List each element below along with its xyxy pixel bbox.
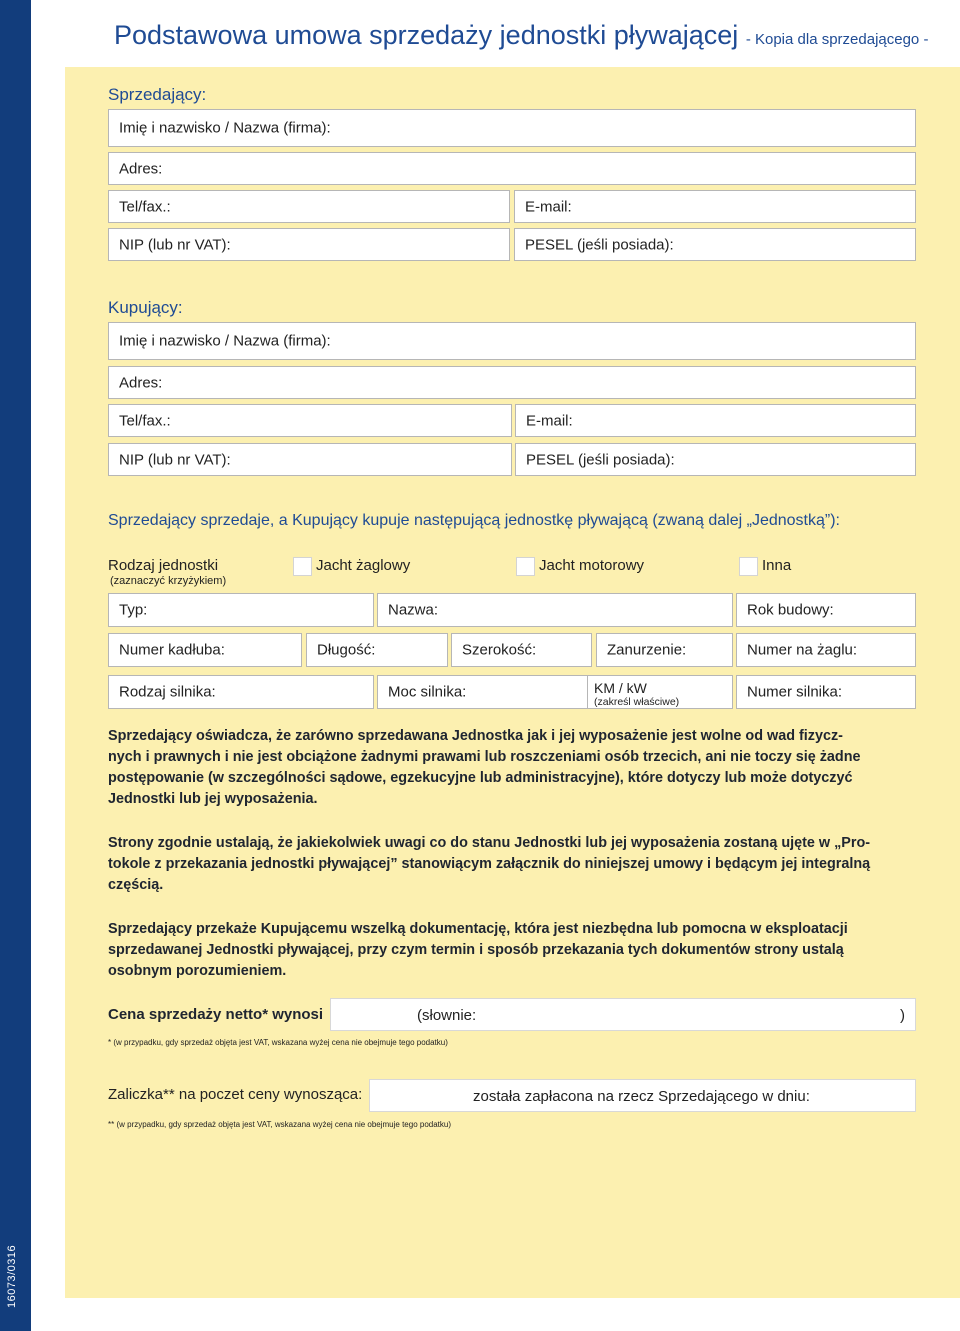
engine-power-label: Moc silnika: — [388, 683, 467, 701]
seller-pesel-label: PESEL (jeśli posiada): — [525, 236, 674, 253]
clause-line: Strony zgodnie ustalają, że jakiekolwiek uwagi co do stanu Jednostki lub jej wyposażenia zostaną ujęte w „Pro- — [108, 835, 871, 851]
deposit-paid-label: została zapłacona na rzecz Sprzedającego w dniu: — [473, 1088, 810, 1105]
clause-protocol — [108, 833, 908, 896]
buyer-email-label: E-mail: — [526, 412, 573, 429]
length-field[interactable] — [306, 633, 448, 667]
vessel-intro: Sprzedający sprzedaje, a Kupujący kupuje następującą jednostkę pływającą (zwaną dalej „Jednostką”): — [108, 512, 840, 529]
buyer-phone-label: Tel/fax.: — [119, 412, 171, 429]
engine-number-label: Numer silnika: — [747, 683, 843, 701]
buyer-address-field[interactable] — [108, 366, 916, 399]
price-footnote: * (w przypadku, gdy sprzedaż objęta jest VAT, wskazana wyżej cena nie obejmuje tego podatku) — [108, 1038, 448, 1047]
engine-number-field[interactable] — [736, 675, 916, 709]
deposit-footnote: ** (w przypadku, gdy sprzedaż objęta jest VAT, wskazana wyżej cena nie obejmuje tego podatku) — [108, 1120, 451, 1129]
seller-nip-field[interactable] — [108, 228, 510, 261]
left-brand-bar — [0, 0, 31, 1331]
seller-name-field[interactable] — [108, 109, 916, 147]
clause-line: postępowanie (w szczególności sądowe, egzekucyjne lub administracyjne), które dotyczy lub może dotyczyć — [108, 770, 853, 786]
width-label: Szerokość: — [462, 641, 537, 659]
other-vessel-checkbox[interactable] — [739, 557, 758, 576]
clause-warranty — [108, 726, 908, 810]
buyer-email-field[interactable] — [515, 404, 916, 437]
deposit-field[interactable] — [369, 1079, 916, 1112]
power-unit-label: KM / kW — [594, 680, 647, 696]
draft-label: Zanurzenie: — [607, 641, 687, 659]
clause-line: Sprzedający oświadcza, że zarówno sprzedawana Jednostka jak i jej wyposażenie jest wolne od wad fizycz- — [108, 728, 843, 744]
sail-yacht-checkbox[interactable] — [293, 557, 312, 576]
clause-line: nych i prawnych i nie jest obciążone żadnymi prawami lub roszczeniami osób trzecich, ani nie toczy się żadne — [108, 749, 861, 765]
seller-address-field[interactable] — [108, 152, 916, 185]
form-code — [4, 1238, 18, 1308]
page-title — [114, 20, 928, 51]
vessel-typ-field[interactable] — [108, 593, 374, 627]
hull-number-field[interactable] — [108, 633, 302, 667]
price-close-paren: ) — [900, 1007, 905, 1024]
sail-number-label: Numer na żaglu: — [747, 641, 858, 659]
vessel-type-hint: (zaznaczyć krzyżykiem) — [110, 575, 227, 587]
seller-name-label: Imię i nazwisko / Nazwa (firma): — [119, 119, 331, 137]
power-unit-hint: (zakreśl właściwe) — [594, 696, 680, 708]
other-vessel-label: Inna — [762, 557, 792, 574]
deposit-label: Zaliczka** na poczet ceny wynosząca: — [108, 1086, 363, 1103]
seller-pesel-field[interactable] — [514, 228, 916, 261]
clause-line: Sprzedający przekaże Kupującemu wszelką dokumentację, która jest niezbędna lub pomocna w eksploatacji — [108, 921, 848, 937]
clause-line: tokole z przekazania jednostki pływającej” stanowiącym załącznik do niniejszej umowy i będącym jej integralną — [108, 856, 871, 872]
vessel-year-label: Rok budowy: — [747, 601, 834, 619]
buyer-phone-field[interactable] — [108, 404, 512, 437]
motor-yacht-checkbox[interactable] — [516, 557, 535, 576]
buyer-heading: Kupujący: — [108, 298, 183, 317]
clause-line: częścią. — [108, 877, 164, 893]
seller-email-label: E-mail: — [525, 198, 572, 215]
vessel-name-label: Nazwa: — [388, 601, 439, 619]
clause-documentation — [108, 919, 908, 982]
vessel-year-field[interactable] — [736, 593, 916, 627]
clause-line: osobnym porozumieniem. — [108, 963, 287, 979]
hull-number-label: Numer kadłuba: — [119, 641, 225, 659]
seller-nip-label: NIP (lub nr VAT): — [119, 236, 231, 253]
seller-phone-label: Tel/fax.: — [119, 198, 171, 215]
price-field[interactable] — [330, 998, 916, 1031]
buyer-nip-label: NIP (lub nr VAT): — [119, 451, 231, 468]
engine-power-field[interactable] — [377, 675, 588, 709]
vessel-name-field[interactable] — [377, 593, 733, 627]
vessel-type-label: Rodzaj jednostki — [108, 557, 219, 574]
price-label: Cena sprzedaży netto* wynosi — [108, 1006, 324, 1023]
seller-heading: Sprzedający: — [108, 85, 207, 104]
seller-phone-field[interactable] — [108, 190, 510, 223]
motor-yacht-label: Jacht motorowy — [539, 557, 645, 574]
vessel-typ-label: Typ: — [119, 601, 148, 619]
buyer-nip-field[interactable] — [108, 443, 512, 476]
power-unit-field[interactable] — [587, 675, 733, 709]
seller-email-field[interactable] — [514, 190, 916, 223]
sail-number-field[interactable] — [736, 633, 916, 667]
sail-yacht-label: Jacht żaglowy — [316, 557, 411, 574]
title-subtitle: - Kopia dla sprzedającego - — [745, 31, 929, 48]
width-field[interactable] — [451, 633, 592, 667]
clause-line: Jednostki lub jej wyposażenia. — [108, 791, 318, 807]
buyer-address-label: Adres: — [119, 374, 163, 391]
draft-field[interactable] — [596, 633, 733, 667]
buyer-pesel-label: PESEL (jeśli posiada): — [526, 451, 675, 468]
buyer-name-field[interactable] — [108, 322, 916, 360]
engine-type-field[interactable] — [108, 675, 374, 709]
title-main: Podstawowa umowa sprzedaży jednostki pływającej — [114, 20, 739, 50]
engine-type-label: Rodzaj silnika: — [119, 683, 216, 701]
price-words-label: (słownie: — [417, 1007, 477, 1024]
buyer-pesel-field[interactable] — [515, 443, 916, 476]
buyer-name-label: Imię i nazwisko / Nazwa (firma): — [119, 332, 331, 350]
length-label: Długość: — [317, 641, 376, 659]
form-code-text: 16073/0316 — [6, 1244, 18, 1308]
clause-line: sprzedawanej Jednostki pływającej, przy czym termin i sposób przekazania tych dokumentów strony ustalą — [108, 942, 844, 958]
seller-address-label: Adres: — [119, 160, 163, 177]
